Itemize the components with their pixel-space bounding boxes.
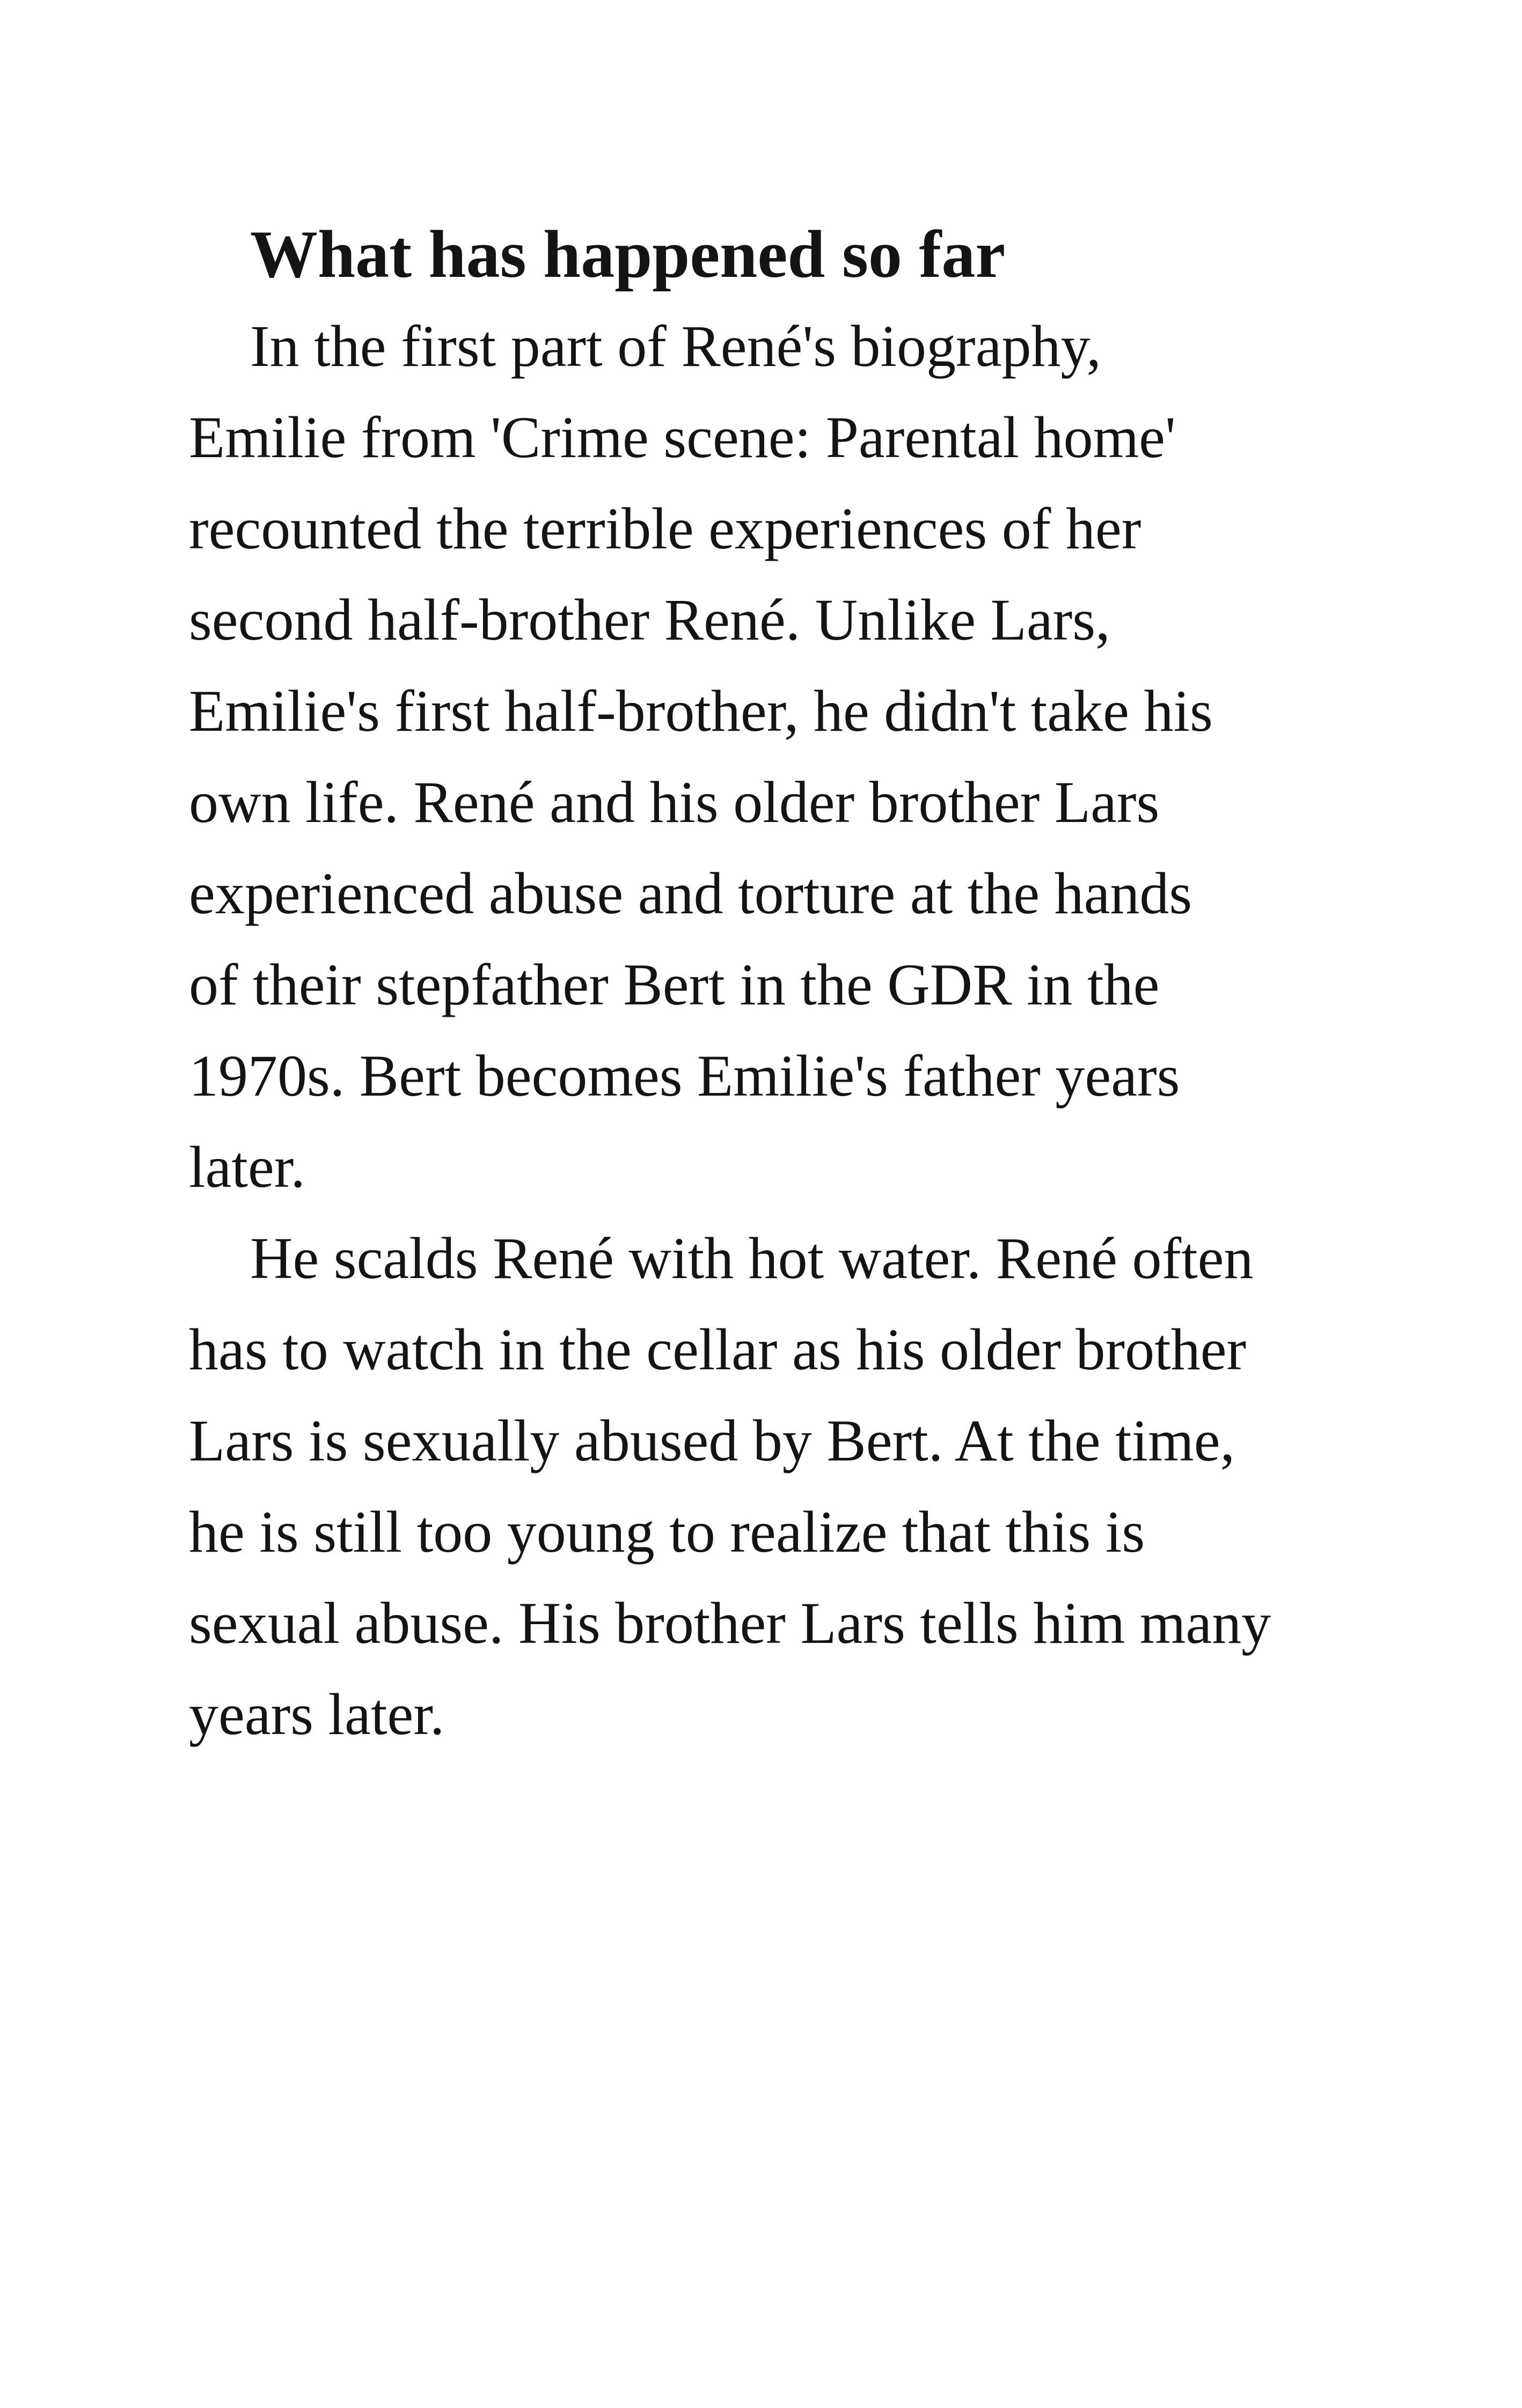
text-line: sexual abuse. His brother Lars tells him many [189,1590,1271,1656]
paragraph-1 [189,300,1305,1213]
text-line: has to watch in the cellar as his older brother [189,1317,1247,1382]
text-line: experienced abuse and torture at the hands [189,861,1192,926]
text-line: 1970s. Bert becomes Emilie's father years [189,1043,1180,1108]
text-line: recounted the terrible experiences of her [189,496,1142,561]
text-line: years later. [189,1682,445,1747]
text-line: second half-brother René. Unlike Lars, [189,587,1110,652]
text-line: later. [189,1134,305,1200]
paragraph-2 [189,1213,1305,1760]
text-line: own life. René and his older brother Lars [189,769,1160,835]
text-block [189,209,1305,1760]
text-line: Lars is sexually abused by Bert. At the time, [189,1408,1235,1473]
text-line: of their stepfather Bert in the GDR in the [189,952,1160,1017]
text-line: He scalds René with hot water. René often [250,1225,1254,1291]
text-line: he is still too young to realize that this is [189,1499,1145,1565]
text-line: In the first part of René's biography, [250,313,1101,379]
section-heading: What has happened so far [250,217,1006,292]
text-line: Emilie's first half-brother, he didn't take his [189,678,1213,744]
text-line: Emilie from 'Crime scene: Parental home' [189,405,1176,470]
